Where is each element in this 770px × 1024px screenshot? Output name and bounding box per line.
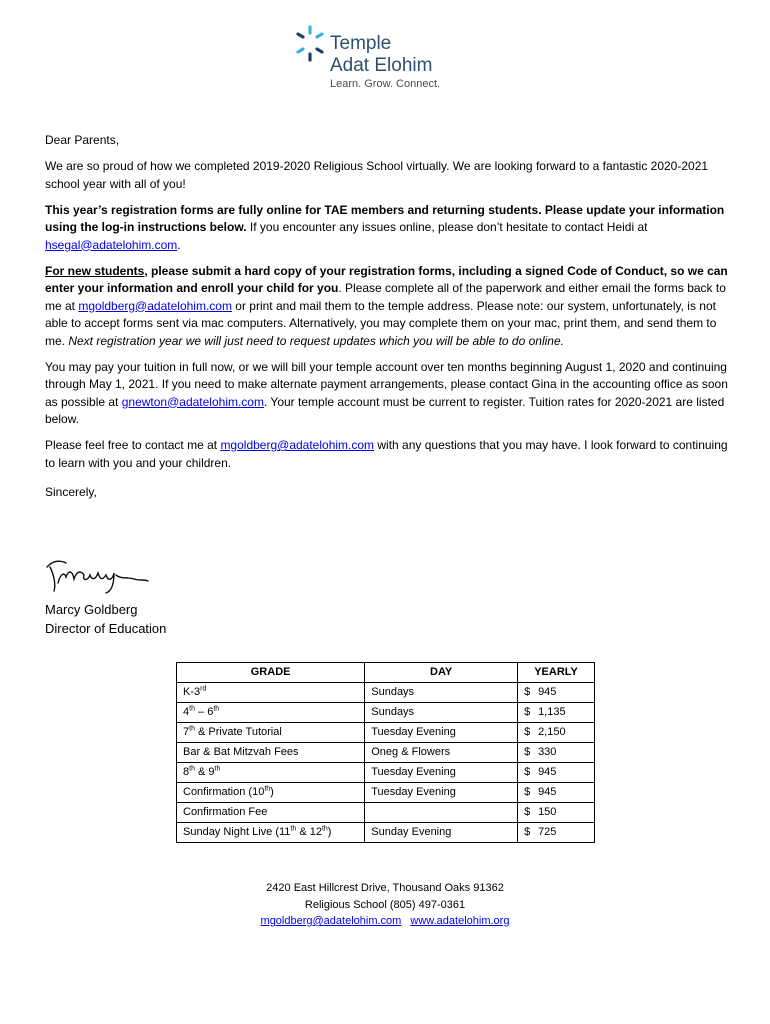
grade-cell: Bar & Bat Mitzvah Fees <box>177 743 365 763</box>
day-cell: Oneg & Flowers <box>365 743 518 763</box>
yearly-amount: 945 <box>538 766 557 778</box>
signature <box>44 553 154 595</box>
logo-name-line1: Temple <box>330 33 392 54</box>
online-registration-text: If you encounter any issues online, please don’t hesitate to contact Heidi at <box>246 220 648 234</box>
logo-name-line2: Adat Elohim <box>330 55 433 76</box>
signatory <box>45 600 166 638</box>
day-cell: Sundays <box>365 703 518 723</box>
paragraph-online-registration: This year’s registration forms are fully online for TAE members and returning students. Please update your information using the log-in instructions below. If you encounter any issues online, please don’t hesitate to contact Heidi at hsegal@adatelohim.com. <box>45 202 725 252</box>
header-grade: GRADE <box>177 663 365 683</box>
day-cell <box>365 803 518 823</box>
yearly-cell: $ 945 <box>518 763 595 783</box>
signatory-title: Director of Education <box>45 621 167 636</box>
new-students-heading: For new students <box>45 263 145 278</box>
day-cell: Tuesday Evening <box>365 723 518 743</box>
next-year-note: Next registration year we will just need to request updates which you will be able to do online. <box>68 333 564 348</box>
table-row <box>177 703 595 723</box>
footer-address: 2420 East Hillcrest Drive, Thousand Oaks 91362 <box>266 882 504 894</box>
grade-cell: K-3rd <box>177 683 365 703</box>
paragraph-contact: Please feel free to contact me at mgoldberg@adatelohim.com with any questions that you may have. I look forward to continuing to learn with you and your children. <box>45 438 728 470</box>
grade-cell: 7th & Private Tutorial <box>177 723 365 743</box>
yearly-amount: 945 <box>538 786 557 798</box>
gina-email-link[interactable]: gnewton@adatelohim.com <box>121 394 264 409</box>
paragraph-tuition: You may pay your tuition in full now, or we will bill your temple account over ten months beginning August 1, 2020 and continuing through May 1, 2021. If you need to make alternate payment arrangements, please contact Gina in the accounting office as soon as possible at gnewton@adatelohim.com. Your temple account must be current to register. Tuition rates for 2020-2021 are listed below. <box>45 359 728 426</box>
yearly-amount: 725 <box>538 826 557 838</box>
table-row <box>177 803 595 823</box>
grade-cell: 8th & 9th <box>177 763 365 783</box>
letter-body <box>45 132 730 510</box>
logo-tagline: Learn. Grow. Connect. <box>330 78 441 90</box>
yearly-amount: 945 <box>538 686 557 698</box>
table-row <box>177 743 595 763</box>
yearly-amount: 150 <box>538 806 557 818</box>
table-header-row <box>177 663 595 683</box>
grade-cell: Sunday Night Live (11th & 12th) <box>177 823 365 843</box>
table-row <box>177 763 595 783</box>
signatory-name: Marcy Goldberg <box>45 602 138 617</box>
grade-cell: 4th – 6th <box>177 703 365 723</box>
new-students-instructions: , please submit a hard copy of your registration forms, including a signed Code of Conduct, so we can enter your information and enroll your child for you <box>45 263 728 295</box>
table-row <box>177 723 595 743</box>
footer <box>0 880 770 930</box>
grade-cell: Confirmation (10th) <box>177 783 365 803</box>
tuition-table <box>176 662 595 843</box>
paragraph-new-students: For new students, please submit a hard copy of your registration forms, including a signed Code of Conduct, so we can enter your information and enroll your child for you. Please complete all of the paperwork and either email the forms back to me at mgoldberg@adatelohim.com or print and mail them to the temple address. Please note: our system, unfortunately, is not able to accept forms sent via mac computers. Alternatively, you may complete them on your mac, print them, and send them to me. Next registration year we will just need to request updates which you will be able to do online. <box>45 263 728 348</box>
day-cell: Tuesday Evening <box>365 763 518 783</box>
yearly-cell: $ 150 <box>518 803 595 823</box>
salutation: Dear Parents, <box>45 133 120 147</box>
yearly-cell: $ 945 <box>518 783 595 803</box>
heidi-email-link[interactable]: hsegal@adatelohim.com <box>45 237 178 252</box>
marcy-email-link[interactable]: mgoldberg@adatelohim.com <box>78 298 232 313</box>
header-yearly: YEARLY <box>518 663 595 683</box>
yearly-cell: $ 2,150 <box>518 723 595 743</box>
yearly-cell: $ 725 <box>518 823 595 843</box>
table-row <box>177 823 595 843</box>
star-of-david-icon <box>292 24 328 64</box>
yearly-cell: $ 945 <box>518 683 595 703</box>
online-registration-notice: This year’s registration forms are fully online for TAE members and returning students. Please update your information using the log-in instructions below. <box>45 202 725 234</box>
yearly-cell: $ 1,135 <box>518 703 595 723</box>
footer-phone: Religious School (805) 497-0361 <box>304 898 466 911</box>
yearly-amount: 330 <box>538 746 557 758</box>
footer-links <box>0 913 770 930</box>
closing: Sincerely, <box>45 485 97 499</box>
temple-logo <box>292 24 462 94</box>
footer-website-link[interactable]: www.adatelohim.org <box>410 915 510 927</box>
footer-email-link[interactable]: mgoldberg@adatelohim.com <box>260 915 402 927</box>
header-day: DAY <box>365 663 518 683</box>
paragraph-intro: We are so proud of how we completed 2019-2020 Religious School virtually. We are looking forward to a fantastic 2020-2021 school year with all of you! <box>45 159 709 191</box>
yearly-amount: 2,150 <box>538 726 566 738</box>
yearly-cell: $ 330 <box>518 743 595 763</box>
day-cell: Sundays <box>365 683 518 703</box>
yearly-amount: 1,135 <box>538 706 566 718</box>
contact-email-link[interactable]: mgoldberg@adatelohim.com <box>220 438 375 452</box>
table-row <box>177 783 595 803</box>
grade-cell: Confirmation Fee <box>177 803 365 823</box>
day-cell: Tuesday Evening <box>365 783 518 803</box>
table-row <box>177 683 595 703</box>
day-cell: Sunday Evening <box>365 823 518 843</box>
